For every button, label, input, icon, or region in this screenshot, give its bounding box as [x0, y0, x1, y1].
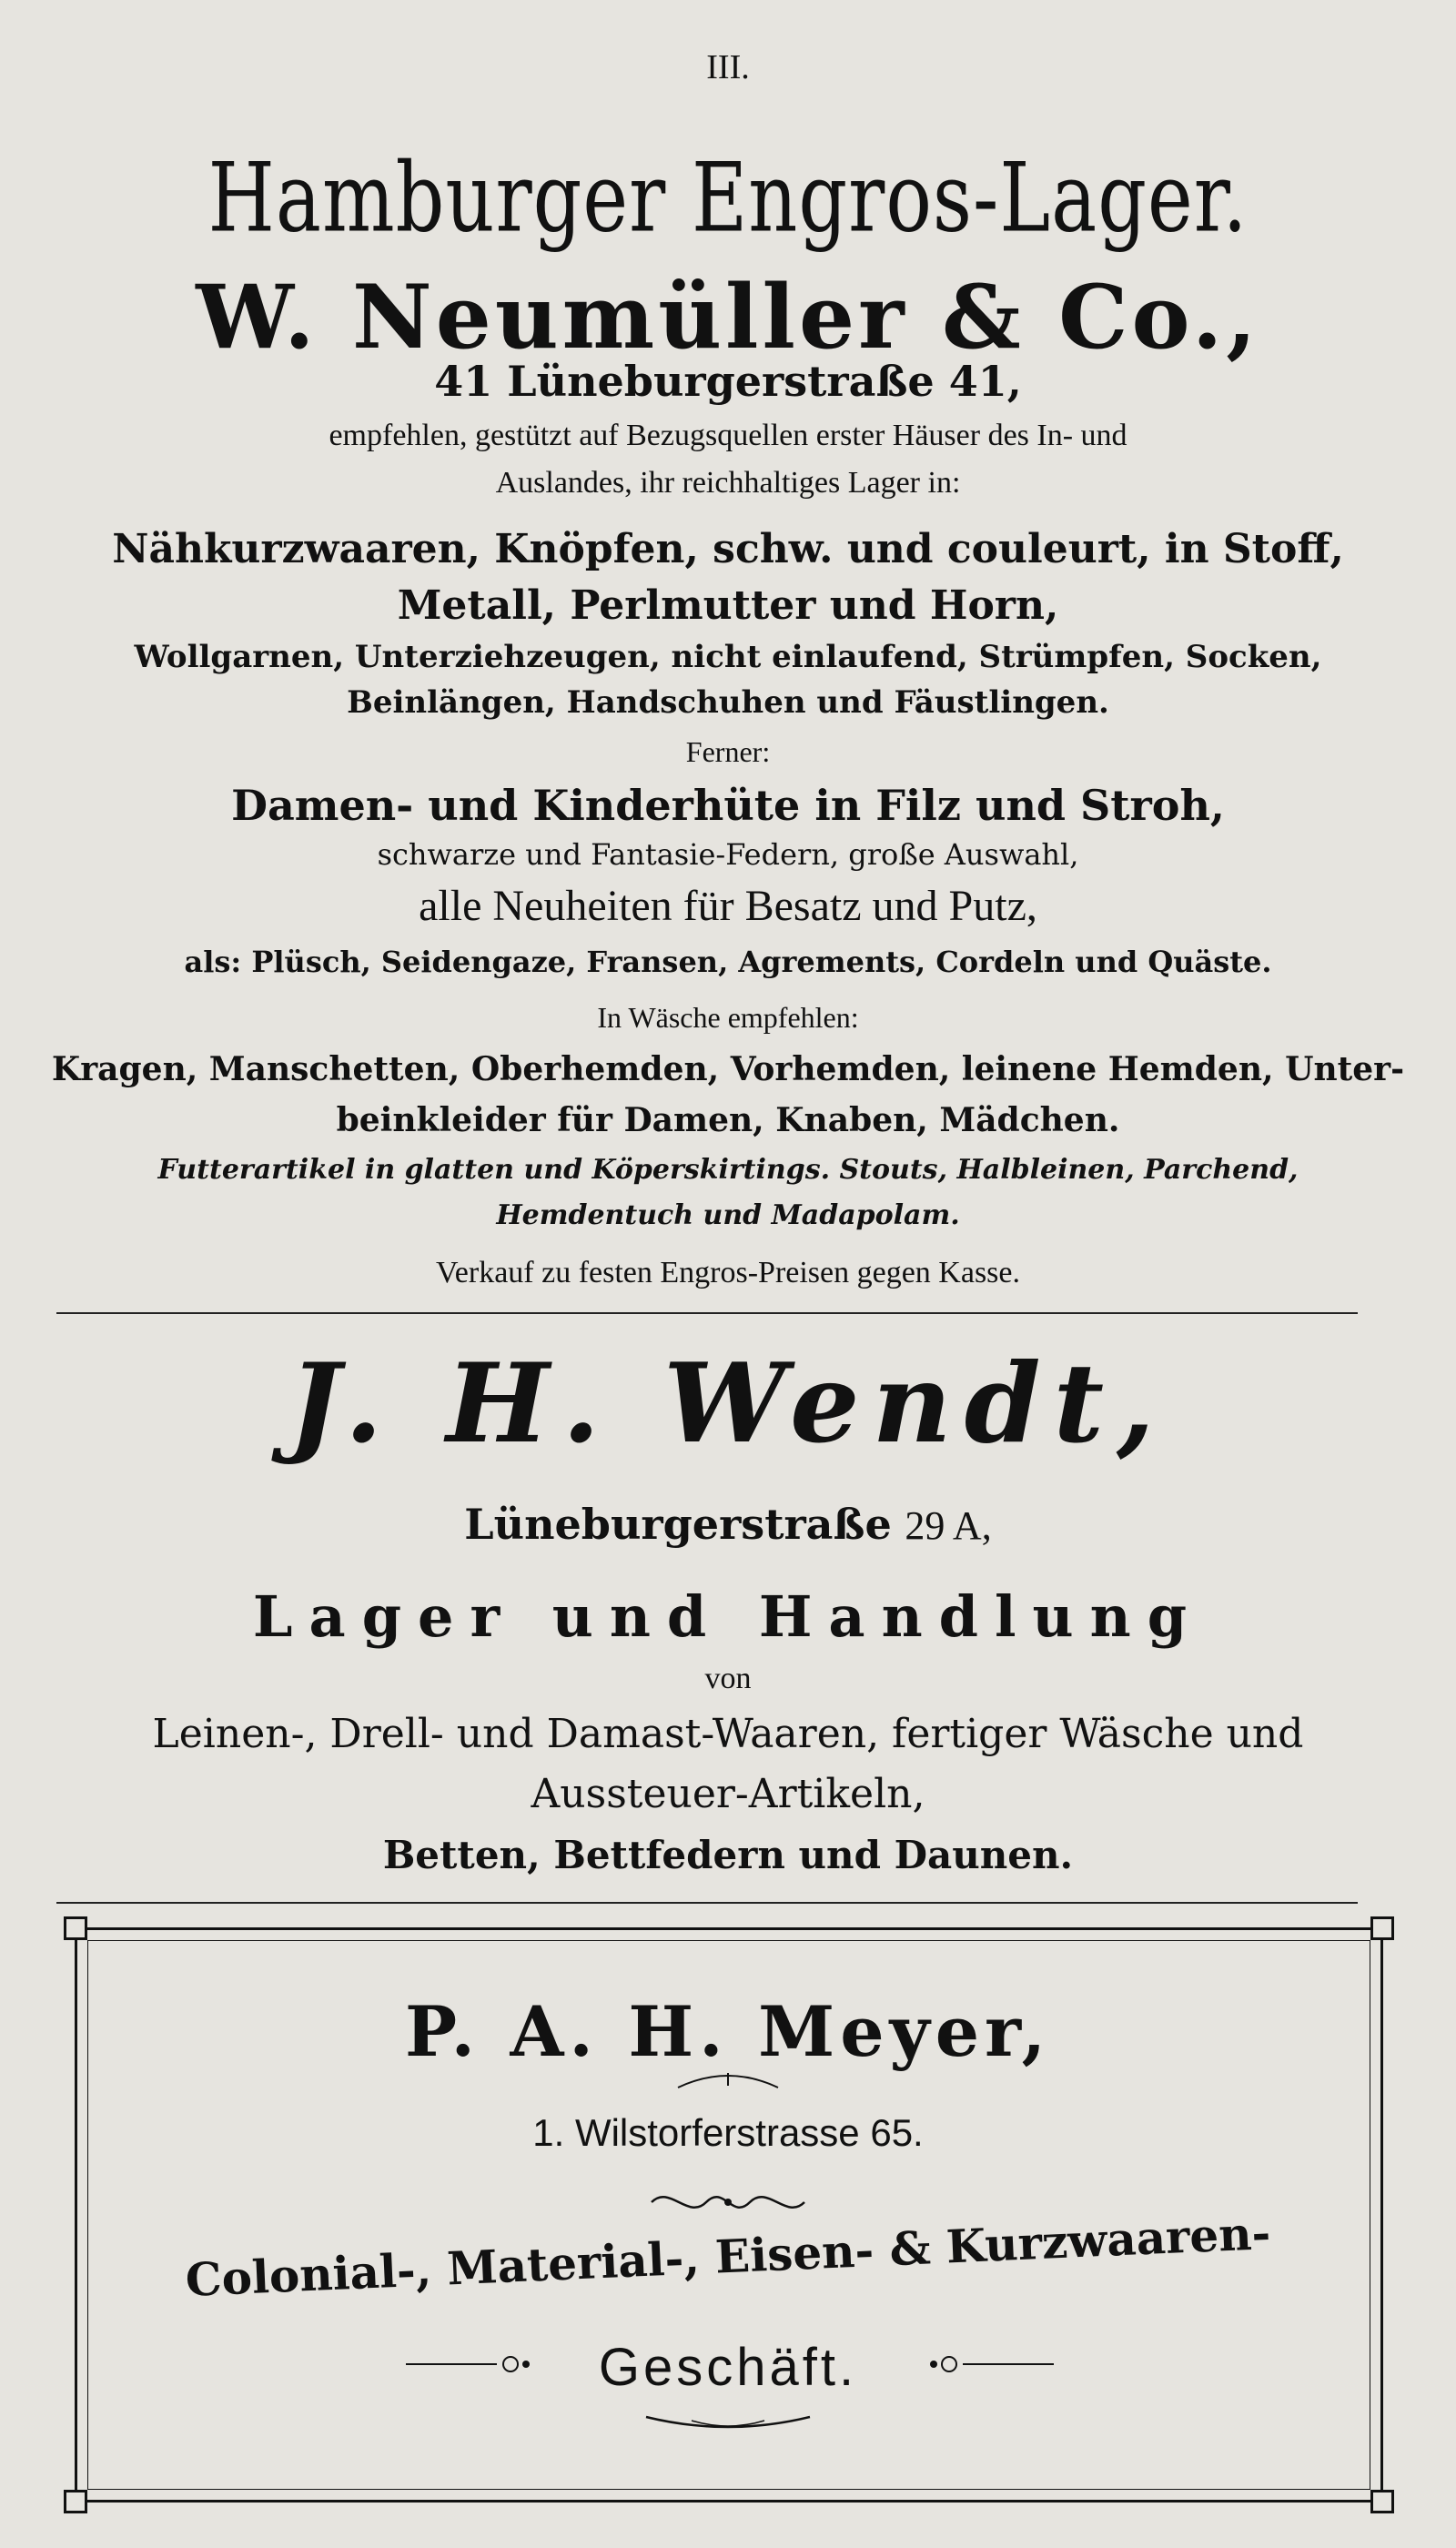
ad2-goods-line3: Betten, Bettfedern und Daunen. — [382, 1833, 1074, 1877]
page-number: III. — [706, 48, 750, 86]
ad1-terms: Verkauf zu festen Engros-Preisen gegen Kasse. — [436, 1256, 1020, 1289]
ornament-bottom-swash-icon — [637, 2410, 819, 2437]
ad1-hats: Damen- und Kinderhüte in Filz und Stroh, — [231, 781, 1225, 830]
divider-rule — [56, 1902, 1358, 1904]
ad3-name: P. A. H. Meyer, — [404, 1991, 1052, 2072]
ad1-goods-line1: Nähkurzwaaren, Knöpfen, schw. und couleurt, in Stoff, — [112, 526, 1344, 572]
ad1-linen-intro: In Wäsche empfehlen: — [597, 1001, 859, 1034]
ad1-ferner: Ferner: — [685, 735, 771, 768]
ad1-company-name: W. Neumüller & Co., — [196, 266, 1260, 369]
frame-corner-notch — [1370, 2490, 1394, 2513]
ad1-trims: als: Plüsch, Seidengaze, Fransen, Agrements, Cordeln und Quäste. — [184, 945, 1272, 979]
ornament-flourish-icon — [673, 2068, 783, 2095]
ad2-goods-line2: Aussteuer-Artikeln, — [531, 1771, 925, 1817]
frame-corner-notch — [1370, 1916, 1394, 1940]
ad1-intro-line2: Auslandes, ihr reichhaltiges Lager in: — [495, 466, 961, 500]
divider-rule — [56, 1312, 1358, 1314]
ad3-trade: Colonial-, Material-, Eisen- & Kurzwaaren- — [184, 2206, 1272, 2308]
ad1-headline: Hamburger Engros-Lager. — [207, 141, 1249, 254]
frame-corner-notch — [64, 1916, 87, 1940]
ad3-shop: Geschäft. — [598, 2338, 858, 2397]
ornament-scroll-icon — [642, 2184, 814, 2220]
ad1-goods-line3: Wollgarnen, Unterziehzeugen, nicht einlaufend, Strümpfen, Socken, — [134, 639, 1322, 675]
ad1-address: 41 Lüneburgerstraße 41, — [434, 357, 1022, 406]
ad2-house-number: 29 A, — [905, 1503, 992, 1548]
ad2-street: Lüneburgerstraße — [464, 1500, 892, 1549]
ad1-goods-line4: Beinlängen, Handschuhen und Fäustlingen. — [347, 684, 1109, 721]
ad1-lining-line2: Hemdentuch und Madapolam. — [496, 1199, 960, 1231]
frame-corner-notch — [64, 2490, 87, 2513]
ad3-address: 1. Wilstorferstrasse 65. — [532, 2111, 924, 2154]
ad1-linen-line1: Kragen, Manschetten, Oberhemden, Vorhemden, leinene Hemden, Unter- — [51, 1050, 1405, 1088]
ad1-novelties: alle Neuheiten für Besatz und Putz, — [419, 882, 1037, 930]
ad1-feathers: schwarze und Fantasie-Federn, große Auswahl, — [377, 837, 1079, 872]
ad2-business: Lager und Handlung — [252, 1583, 1204, 1650]
ad1-lining-line1: Futterartikel in glatten und Köperskirtings. Stouts, Halbleinen, Parchend, — [157, 1154, 1299, 1186]
ornament-right-flourish-icon — [926, 2353, 1054, 2375]
ad1-linen-line2: beinkleider für Damen, Knaben, Mädchen. — [336, 1101, 1120, 1139]
ad2-name: J. H. Wendt, — [288, 1340, 1168, 1468]
ad1-goods-line2: Metall, Perlmutter und Horn, — [397, 582, 1059, 629]
ad1-intro-line1: empfehlen, gestützt auf Bezugsquellen erster Häuser des In- und — [329, 419, 1127, 452]
ad2-goods-line1: Leinen-, Drell- und Damast-Waaren, fertiger Wäsche und — [152, 1711, 1304, 1757]
ad2-address — [0, 1500, 1456, 1549]
ad2-von: von — [704, 1662, 752, 1695]
